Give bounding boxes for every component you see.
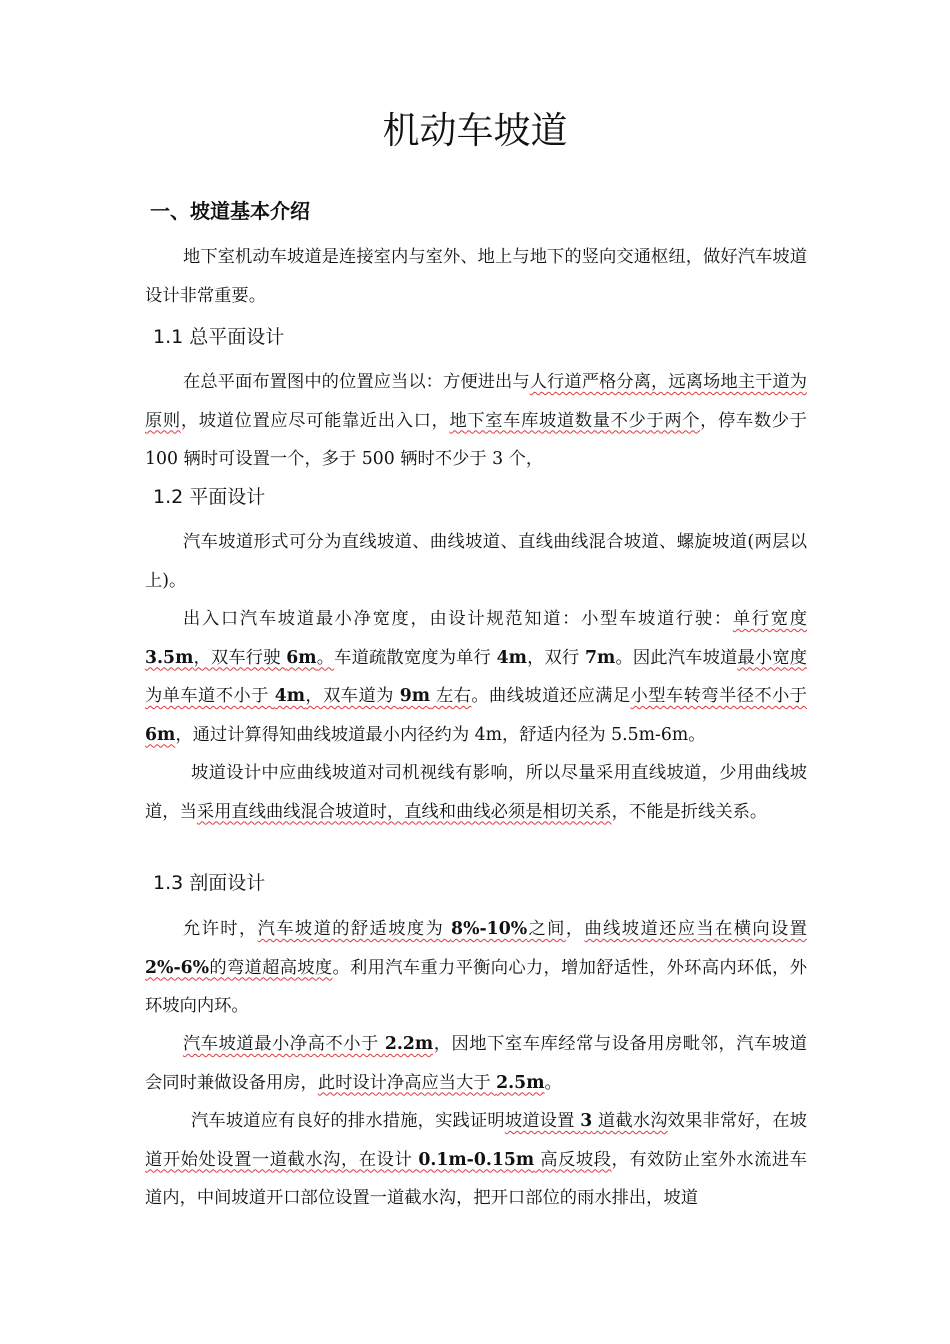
text-run: 道开始处设置一道截水沟，在设计 bbox=[145, 1149, 419, 1170]
text-run: 坡道设计中应曲线坡道对司机视线有影响，所以尽量采用直线坡道，少用曲线坡道，当 bbox=[145, 763, 807, 822]
text-run: 车道疏散宽度为单行 bbox=[334, 647, 497, 668]
text-run: 小型车转弯半径不小于 bbox=[630, 686, 807, 706]
text-run: 单行宽度 bbox=[732, 609, 807, 629]
text-run: 曲线坡道还应当在横向设置 bbox=[584, 919, 807, 939]
value-evac-double: 7m bbox=[584, 647, 616, 668]
text-run: 。 bbox=[316, 647, 335, 668]
text-run: ，通过计算得知曲线坡道最小内径约为 4m，舒适内径为 5.5m-6m。 bbox=[175, 724, 706, 745]
text-run: 道截水沟 bbox=[592, 1111, 668, 1131]
text-run: 。 bbox=[615, 647, 633, 668]
text-run-underlined: 采用直线曲线混合坡道时，直线和曲线必须是相切关系 bbox=[196, 801, 612, 822]
text-run: ，有效防止室外水流进车道内，中间坡道开口部位设置一道截水沟，把开口部位的雨水排出，坡道 bbox=[145, 1149, 807, 1208]
value-min-single: 4m bbox=[274, 686, 306, 706]
text-run: 坡道设置 bbox=[504, 1111, 581, 1131]
text-run: 。曲线坡道还应满足 bbox=[471, 686, 631, 706]
text-run: 。 bbox=[544, 1072, 562, 1093]
text-run: ，双车行驶 bbox=[193, 647, 287, 668]
heading-plan-design: 1.2 平面设计 bbox=[153, 486, 266, 508]
value-evac-single: 4m bbox=[496, 647, 527, 668]
text-run: 汽车坡道最小净高不小于 bbox=[183, 1034, 385, 1054]
paragraph-site-plan bbox=[145, 363, 807, 479]
text-run-underlined: 人行道严格分离，远离场地主干道为原则 bbox=[145, 372, 807, 431]
text-run: 在总平面布置图中的位置应当以：方便进出与 bbox=[183, 372, 530, 392]
value-turn-radius: 6m bbox=[145, 724, 176, 745]
text-run: ，因地下室车库经常与设备用房毗邻，汽车坡道会同时兼做设备用房， bbox=[145, 1034, 807, 1093]
text-run: 此时设计净高应当大于 bbox=[317, 1072, 497, 1093]
paragraph-curve-advice bbox=[145, 754, 807, 831]
paragraph-ramp-width bbox=[145, 600, 807, 754]
text-run: 允许时， bbox=[183, 919, 258, 939]
value-min-height: 2.2m bbox=[384, 1034, 434, 1054]
text-run: 之间 bbox=[527, 919, 566, 939]
text-run: ，坡道位置应尽可能靠近出入口， bbox=[180, 410, 450, 431]
text-run: 的弯道超高坡度 bbox=[209, 957, 333, 978]
document-title: 机动车坡道 bbox=[382, 109, 568, 152]
text-run-underlined: 地下室车库坡道数量不少于两个 bbox=[449, 410, 701, 431]
paragraph-slope bbox=[145, 910, 807, 1026]
value-design-height: 2.5m bbox=[496, 1072, 545, 1093]
text-run: 汽车坡道应有良好的排水措施，实践证明 bbox=[191, 1111, 505, 1131]
text-run: 效果非常好，在坡 bbox=[667, 1111, 807, 1131]
heading-section-design: 1.3 剖面设计 bbox=[153, 872, 266, 894]
text-run: 出入口汽车坡道最小净宽度，由设计规范知道：小型车坡道行驶： bbox=[183, 609, 733, 629]
text-run: ，双行 bbox=[526, 647, 585, 668]
text-run: 左右 bbox=[430, 686, 472, 706]
text-run: 最小宽度为单车道不小于 bbox=[145, 647, 807, 706]
value-single-lane-width: 3.5m bbox=[145, 647, 194, 668]
intro-paragraph: 地下室机动车坡道是连接室内与室外、地上与地下的竖向交通枢纽，做好汽车坡道设计非常重要。 bbox=[145, 247, 807, 306]
text-run: ， bbox=[565, 919, 585, 939]
heading-site-plan: 1.1 总平面设计 bbox=[153, 326, 285, 348]
section-heading-basic-intro: 一、坡道基本介绍 bbox=[150, 199, 310, 223]
paragraph-ramp-types: 汽车坡道形式可分为直线坡道、曲线坡道、直线曲线混合坡道、螺旋坡道(两层以上)。 bbox=[145, 532, 807, 591]
value-min-double: 9m bbox=[399, 686, 431, 706]
text-run: 高反坡段 bbox=[534, 1149, 612, 1170]
value-comfort-slope: 8%-10% bbox=[451, 919, 528, 939]
text-run: 因此汽车坡道 bbox=[632, 647, 738, 668]
value-reverse-slope: 0.1m-0.15m bbox=[418, 1149, 535, 1170]
value-superelevation: 2%-6% bbox=[145, 957, 210, 978]
text-run: ，双车道为 bbox=[305, 686, 400, 706]
value-double-lane-width: 6m bbox=[286, 647, 317, 668]
paragraph-drainage bbox=[145, 1102, 807, 1218]
value-drain-count: 3 bbox=[580, 1111, 593, 1131]
paragraph-clear-height bbox=[145, 1025, 807, 1102]
text-run: ，停车数少于 100 辆时可设置一个，多于 500 辆时不少于 3 个， bbox=[145, 410, 807, 469]
text-run: 汽车坡道的舒适坡度为 bbox=[257, 919, 452, 939]
text-run: ，不能是折线关系。 bbox=[611, 801, 768, 822]
text-run: 。利用汽车重力平衡向心力，增加舒适性，外环高内环低，外环坡向内环。 bbox=[145, 957, 807, 1016]
